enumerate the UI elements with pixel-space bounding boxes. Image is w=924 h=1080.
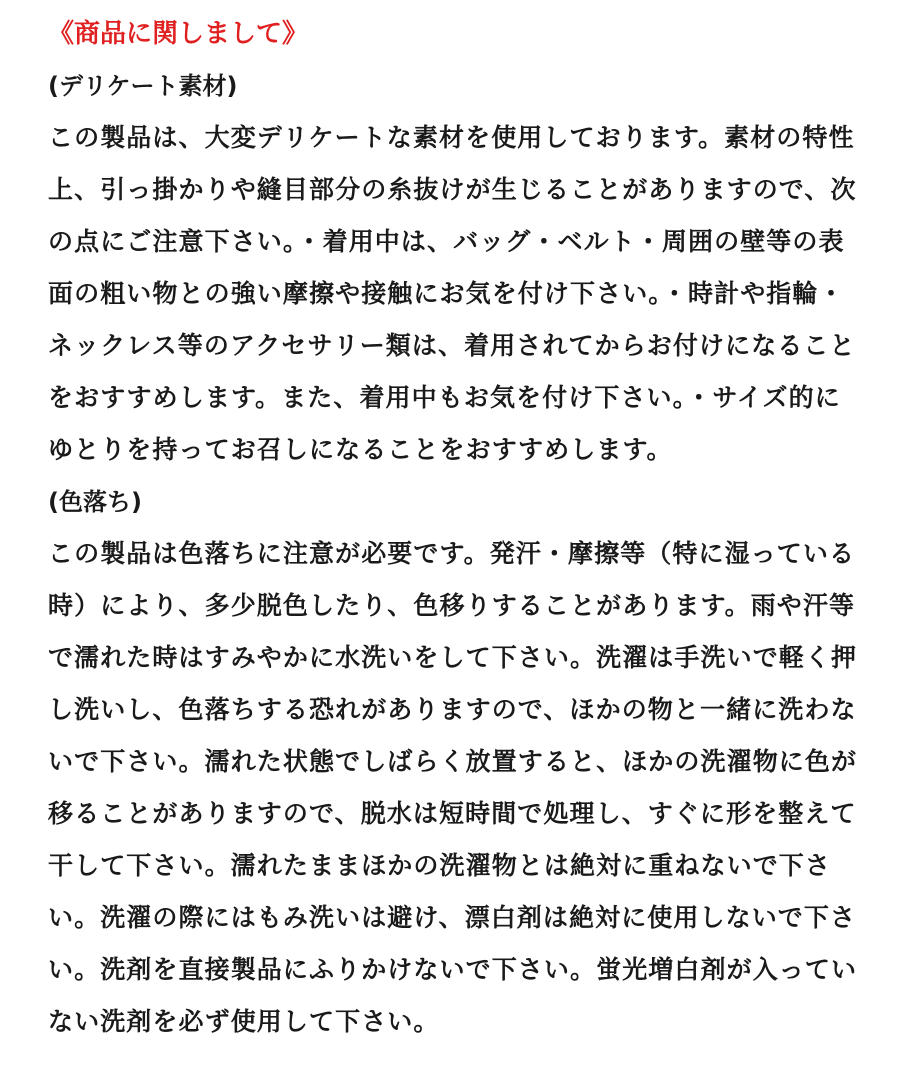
color-bleeding-line: し洗いし、色落ちする恐れがありますので、ほかの物と一緒に洗わな: [48, 695, 857, 724]
color-bleeding-line: で濡れた時はすみやかに水洗いをして下さい。洗濯は手洗いで軽く押: [48, 643, 858, 672]
delicate-material-line: ネックレス等のアクセサリー類は、着用されてからお付けになること: [48, 331, 856, 360]
delicate-material-line: ゆとりを持ってお召しになることをおすすめします。: [48, 435, 673, 464]
color-bleeding-line: 干して下さい。濡れたままほかの洗濯物とは絶対に重ねないで下さ: [48, 851, 832, 880]
color-bleeding-title: (色落ち): [48, 488, 142, 516]
color-bleeding-line: い。洗濯の際にはもみ洗いは避け、漂白剤は絶対に使用しないで下さ: [48, 903, 857, 932]
delicate-material-line: 面の粗い物との強い摩擦や接触にお気を付け下さい。・時計や指輪・: [48, 279, 845, 308]
delicate-material-line: 上、引っ掛かりや縫目部分の糸抜けが生じることがありますので、次: [48, 175, 857, 204]
color-bleeding-line: この製品は色落ちに注意が必要です。発汗・摩擦等（特に湿っている: [48, 539, 856, 568]
color-bleeding-line: いで下さい。濡れた状態でしばらく放置すると、ほかの洗濯物に色が: [48, 747, 858, 776]
product-notice: [48, 8, 878, 1048]
delicate-material-line: の点にご注意下さい。・着用中は、バッグ・ベルト・周囲の壁等の表: [48, 227, 845, 256]
delicate-material-title: (デリケート素材): [48, 72, 238, 100]
color-bleeding-line: 移ることがありますので、脱水は短時間で処理し、すぐに形を整えて: [48, 799, 857, 828]
color-bleeding-section: [48, 476, 878, 1048]
color-bleeding-line: ない洗剤を必ず使用して下さい。: [48, 1007, 440, 1036]
notice-heading: 《商品に関しまして》: [48, 19, 309, 49]
color-bleeding-line: 時）により、多少脱色したり、色移りすることがあります。雨や汗等: [48, 591, 856, 620]
color-bleeding-line: い。洗剤を直接製品にふりかけないで下さい。蛍光増白剤が入ってい: [48, 955, 858, 984]
delicate-material-section: [48, 60, 878, 476]
delicate-material-line: この製品は、大変デリケートな素材を使用しております。素材の特性: [48, 123, 855, 152]
delicate-material-line: をおすすめします。また、着用中もお気を付け下さい。・サイズ的に: [48, 383, 841, 412]
